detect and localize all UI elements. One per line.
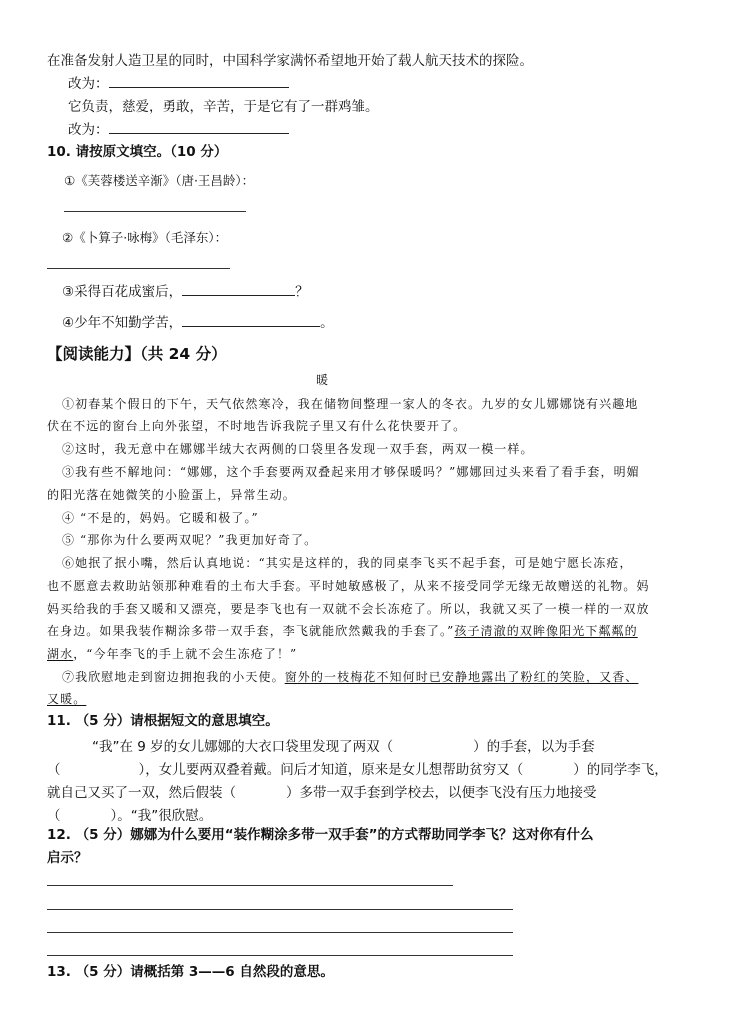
paragraph-3-cont: 的阳光落在她微笑的小脸蛋上，异常生动。 (47, 488, 296, 502)
rewrite-answer-1 (68, 75, 289, 93)
q11-line-3 (47, 784, 597, 802)
paragraph-6-cont-4 (47, 645, 297, 663)
q11-text: ）多带一双手套到学校去，以便李飞没有压力地接受 (286, 785, 597, 801)
q11-line-1 (92, 738, 595, 756)
answer-blank[interactable] (109, 121, 289, 134)
answer-line[interactable] (47, 955, 513, 956)
answer-blank[interactable] (182, 314, 320, 327)
q10-item-3 (62, 283, 309, 301)
q11-text: ），女儿要两双叠着戴。问后才知道，原来是女儿想帮助贫穷又（ (138, 762, 524, 778)
paragraph-6-cont-1: 也不愿意去救助站领那种难看的土布大手套。平时她敏感极了，从来不接受同学无缘无故赠送的礼物。妈 (47, 579, 650, 593)
q11-text: （ (47, 762, 61, 778)
answer-line[interactable] (47, 909, 513, 910)
q10-item-4-end: 。 (320, 315, 334, 331)
paragraph-6: ⑥她抿了抿小嘴，然后认真地说：“其实是这样的，我的同桌李飞买不起手套，可是她宁愿长冻疮， (62, 556, 633, 570)
q10-item-2: ②《卜算子·咏梅》（毛泽东）： (62, 230, 228, 245)
q11-text: “我”在 9 岁的女儿娜娜的大衣口袋里发现了两双（ (92, 739, 394, 755)
rewrite-sentence-1: 在准备发射人造卫星的同时，中国科学家满怀希望地开始了载人航天技术的探险。 (47, 53, 533, 69)
underlined-sentence: 又暖。 (47, 692, 87, 706)
answer-line[interactable] (47, 268, 230, 269)
change-label: 改为： (68, 76, 109, 92)
paragraph-7-text: ⑦我欣慰地走到窗边拥抱我的小天使。 (62, 670, 285, 684)
answer-line[interactable] (47, 885, 453, 886)
q10-item-3-text: ③采得百花成蜜后， (62, 284, 183, 300)
paragraph-6-text: ，“今年李飞的手上就不会生冻疮了！” (73, 647, 298, 661)
paragraph-6-text: 在身边。如果我装作糊涂多带一双手套，李飞就能欣然戴我的手套了。” (47, 624, 455, 638)
q10-item-1: ①《芙蓉楼送辛渐》（唐·王昌龄）： (64, 173, 255, 188)
underlined-sentence: 湖水 (47, 647, 74, 661)
underlined-sentence: 窗外的一枝梅花不知何时已安静地露出了粉红的笑脸，又香、 (284, 670, 639, 684)
rewrite-sentence-2: 它负责，慈爱，勇敢，辛苦，于是它有了一群鸡雏。 (68, 99, 379, 115)
underlined-sentence: 孩子清澈的双眸像阳光下粼粼的 (454, 624, 638, 638)
paragraph-6-cont-2: 妈买给我的手套又暖和又漂亮，要是李飞也有一双就不会长冻疮了。所以，我就又买了一模一样的一双放 (47, 602, 650, 616)
paragraph-1: ①初春某个假日的下午，天气依然寒冷，我在储物间整理一家人的冬衣。九岁的女儿娜娜饶有兴趣地 (62, 397, 639, 411)
q11-text: 就自己又买了一双，然后假装（ (47, 785, 236, 801)
q11-text: ）的同学李飞， (573, 762, 668, 778)
paragraph-7 (62, 668, 638, 686)
paragraph-6-cont-3 (47, 622, 638, 640)
article-title: 暖 (316, 373, 330, 387)
question-12-title-cont: 启示？ (47, 850, 88, 866)
paragraph-3: ③我有些不解地问：“娜娜，这个手套要两双叠起来用才够保暖吗？”娜娜回过头来看了看手套，明媚 (62, 465, 640, 479)
q11-line-2 (47, 761, 668, 779)
answer-blank[interactable] (182, 283, 295, 296)
question-11-title: 11. （5 分）请根据短文的意思填空。 (47, 713, 279, 729)
q10-item-3-end: ？ (295, 284, 309, 300)
paragraph-5: ⑤ “那你为什么要两双呢？”我更加好奇了。 (62, 533, 318, 547)
paragraph-4: ④ “不是的，妈妈。它暖和极了。” (62, 511, 259, 525)
answer-line[interactable] (64, 211, 246, 212)
paragraph-7-cont (47, 690, 86, 708)
reading-section-title: 【阅读能力】（共 24 分） (47, 345, 227, 363)
question-10-title: 10. 请按原文填空。（10 分） (47, 144, 228, 160)
q10-item-4-text: ④少年不知勤学苦， (62, 315, 183, 331)
q11-line-4 (47, 807, 212, 825)
question-12-title: 12. （5 分）娜娜为什么要用“装作糊涂多带一双手套”的方式帮助同学李飞？这对你有什么 (47, 827, 594, 843)
rewrite-answer-2 (68, 121, 289, 139)
paragraph-1-cont: 伏在不远的窗台上向外张望，不时地告诉我院子里又有什么花快要开了。 (47, 419, 467, 433)
q11-text: （ (47, 808, 61, 824)
q11-text: ）的手套，以为手套 (473, 739, 595, 755)
q10-item-4 (62, 314, 334, 332)
answer-blank[interactable] (109, 75, 289, 88)
answer-line[interactable] (47, 932, 513, 933)
change-label: 改为： (68, 122, 109, 138)
paragraph-2: ②这时，我无意中在娜娜半绒大衣两侧的口袋里各发现一双手套，两双一模一样。 (62, 442, 534, 456)
question-13-title: 13. （5 分）请概括第 3——6 自然段的意思。 (47, 964, 334, 980)
q11-text: ）。“我”很欣慰。 (110, 808, 213, 824)
